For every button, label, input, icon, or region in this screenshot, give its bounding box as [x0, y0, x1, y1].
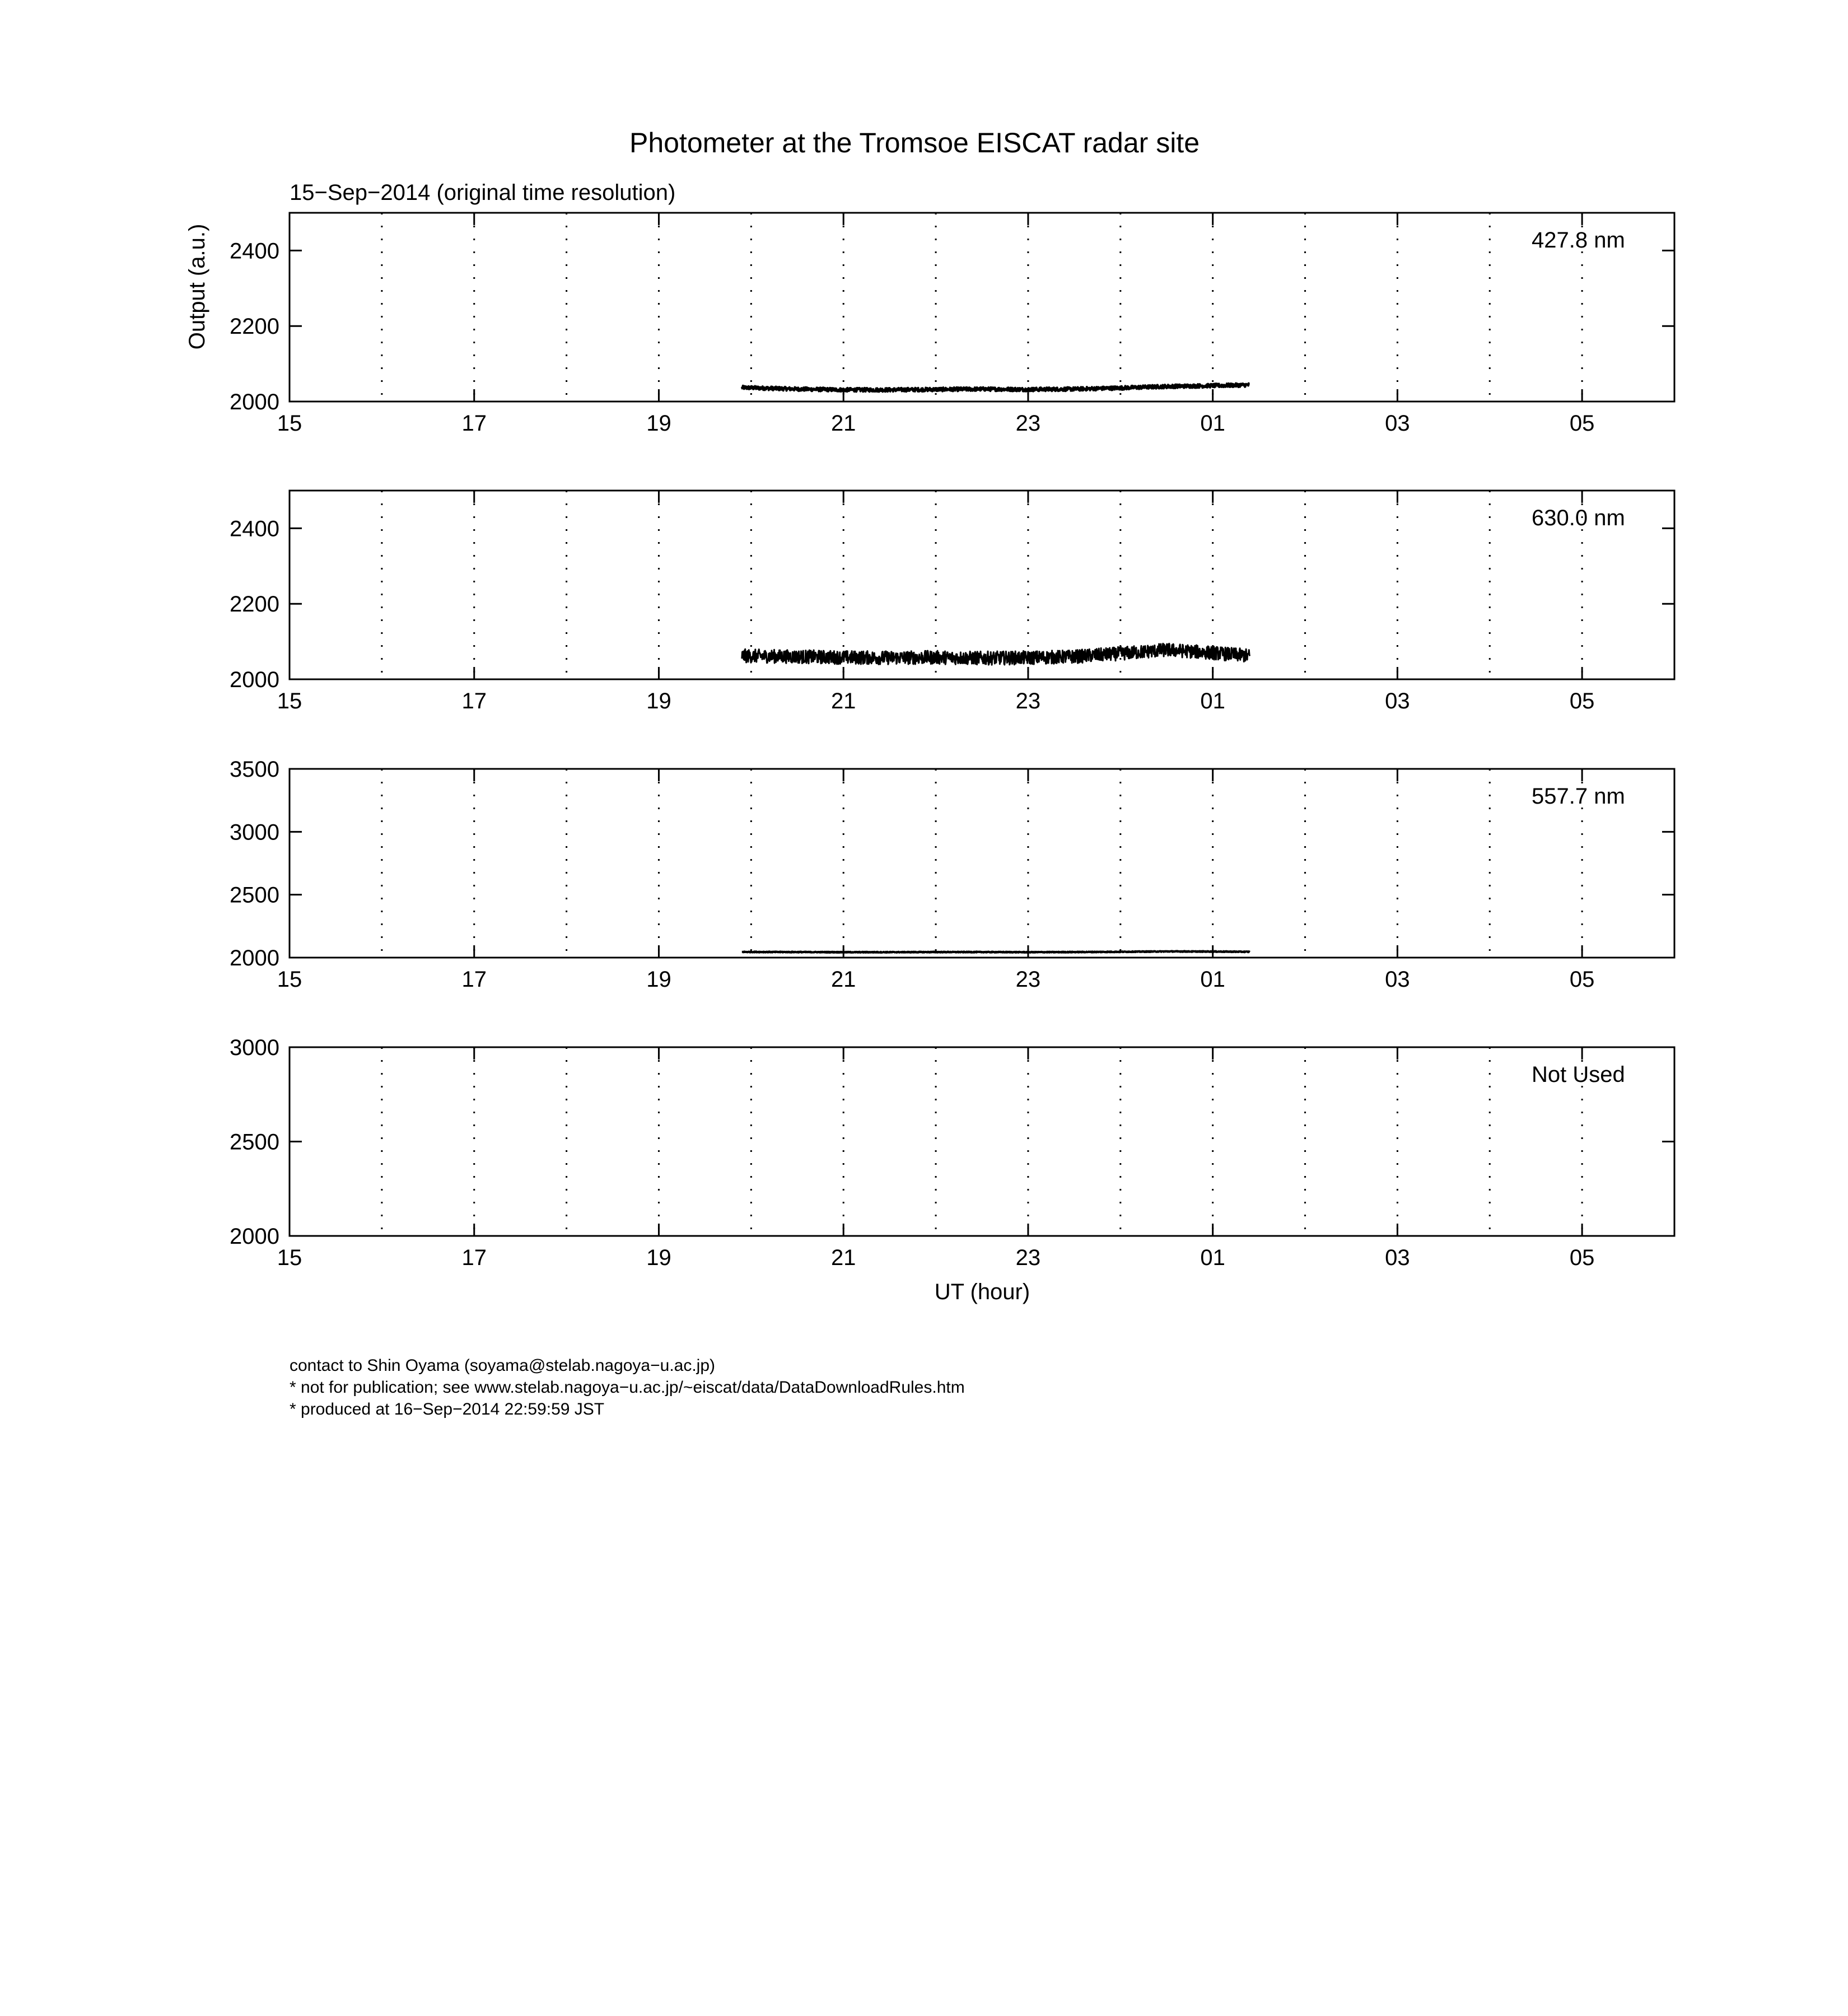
x-tick-label: 19: [646, 967, 671, 992]
y-tick-label: 2400: [230, 239, 279, 264]
x-tick-label: 17: [461, 1245, 487, 1270]
x-tick-label: 01: [1200, 967, 1225, 992]
x-tick-label: 21: [830, 967, 856, 992]
x-tick-label: 21: [830, 689, 856, 713]
x-axis-label: UT (hour): [934, 1280, 1030, 1304]
channel-label: 630.0 nm: [1532, 506, 1625, 530]
figure-subtitle: 15−Sep−2014 (original time resolution): [290, 180, 676, 205]
x-tick-label: 21: [830, 411, 856, 436]
channel-label: 427.8 nm: [1532, 228, 1625, 253]
x-tick-label: 17: [461, 411, 487, 436]
y-tick-label: 2200: [230, 592, 279, 617]
x-tick-label: 05: [1569, 967, 1595, 992]
y-tick-label: 2000: [230, 390, 279, 414]
y-tick-label: 2400: [230, 516, 279, 542]
x-tick-label: 01: [1200, 411, 1225, 436]
panel-3: [230, 757, 1674, 992]
y-axis-label: Output (a.u.): [185, 223, 209, 350]
channel-label: 557.7 nm: [1532, 784, 1625, 809]
y-tick-label: 2200: [230, 314, 279, 339]
axes-frame: [290, 1047, 1674, 1236]
x-tick-label: 23: [1015, 411, 1041, 436]
axes-frame: [290, 769, 1674, 958]
figure-title: Photometer at the Tromsoe EISCAT radar site: [629, 127, 1200, 158]
x-tick-label: 03: [1385, 967, 1410, 992]
y-tick-label: 3000: [230, 820, 279, 845]
x-tick-label: 23: [1015, 1245, 1041, 1270]
y-tick-label: 2000: [230, 1224, 279, 1249]
y-tick-label: 3000: [230, 1035, 279, 1060]
x-tick-label: 15: [277, 1245, 302, 1270]
x-tick-label: 15: [277, 967, 302, 992]
x-tick-label: 19: [646, 689, 671, 713]
y-tick-label: 2500: [230, 883, 279, 908]
series-line-1: [742, 384, 1250, 392]
x-tick-label: 21: [830, 1245, 856, 1270]
panel-4: [230, 1035, 1674, 1270]
x-tick-label: 15: [277, 689, 302, 713]
panels-group: [230, 213, 1674, 1270]
axes-frame: [290, 491, 1674, 679]
y-tick-label: 2000: [230, 946, 279, 970]
x-tick-label: 15: [277, 411, 302, 436]
footer-contact: contact to Shin Oyama (soyama@stelab.nagoya−u.ac.jp): [290, 1356, 716, 1375]
panel-1: [230, 213, 1674, 436]
x-tick-label: 01: [1200, 1245, 1225, 1270]
x-tick-label: 19: [646, 1245, 671, 1270]
channel-label: Not Used: [1532, 1062, 1625, 1087]
panel-2: [230, 491, 1674, 713]
y-tick-label: 2500: [230, 1130, 279, 1155]
footer-notice: * not for publication; see www.stelab.nagoya−u.ac.jp/~eiscat/data/DataDownloadRules.htm: [290, 1378, 965, 1397]
x-tick-label: 17: [461, 967, 487, 992]
x-tick-label: 19: [646, 411, 671, 436]
x-tick-label: 05: [1569, 689, 1595, 713]
x-tick-label: 01: [1200, 689, 1225, 713]
x-tick-label: 03: [1385, 411, 1410, 436]
y-tick-label: 3500: [230, 757, 279, 782]
series-line-1: [742, 951, 1250, 953]
x-tick-label: 17: [461, 689, 487, 713]
y-tick-label: 2000: [230, 668, 279, 692]
series-line-1: [742, 643, 1250, 665]
footer-produced: * produced at 16−Sep−2014 22:59:59 JST: [290, 1400, 605, 1418]
x-tick-label: 23: [1015, 689, 1041, 713]
x-tick-label: 03: [1385, 689, 1410, 713]
x-tick-label: 23: [1015, 967, 1041, 992]
x-tick-label: 05: [1569, 1245, 1595, 1270]
x-tick-label: 05: [1569, 411, 1595, 436]
x-tick-label: 03: [1385, 1245, 1410, 1270]
axes-frame: [290, 213, 1674, 402]
